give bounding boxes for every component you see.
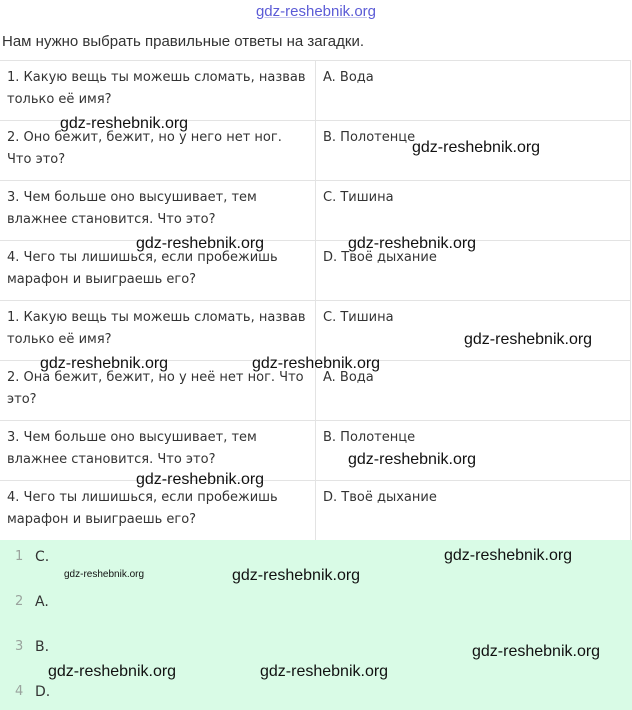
watermark: gdz-reshebnik.org	[252, 355, 381, 372]
watermark: gdz-reshebnik.org	[260, 663, 389, 680]
watermark: gdz-reshebnik.org	[232, 567, 361, 584]
table-row	[0, 421, 630, 481]
table-row	[0, 481, 630, 541]
answer-number: 1	[15, 549, 24, 564]
option-cell: B. Полотенце	[323, 430, 416, 445]
table-row	[0, 61, 630, 121]
question-cell: 1. Какую вещь ты можешь сломать, назвав только её имя?	[0, 301, 316, 360]
question-cell: 4. Чего ты лишишься, если пробежишь марафон и выиграешь его?	[0, 481, 316, 540]
watermark: gdz-reshebnik.org	[40, 355, 169, 372]
option-cell: C. Тишина	[323, 190, 394, 205]
watermark: gdz-reshebnik.org	[464, 331, 593, 348]
answer-block	[0, 540, 632, 710]
answer-value: D.	[35, 684, 51, 700]
watermark: gdz-reshebnik.org	[64, 569, 145, 580]
watermark: gdz-reshebnik.org	[136, 471, 265, 488]
watermark: gdz-reshebnik.org	[472, 643, 601, 660]
question-cell: 1. Какую вещь ты можешь сломать, назвав только её имя?	[0, 61, 316, 120]
watermark: gdz-reshebnik.org	[48, 663, 177, 680]
answer-value: B.	[35, 639, 50, 655]
watermark: gdz-reshebnik.org	[136, 235, 265, 252]
question-cell: 2. Она бежит, бежит, но у неё нет ног. Что это?	[0, 361, 316, 420]
answer-value: A.	[35, 594, 49, 610]
option-cell: A. Вода	[323, 70, 374, 85]
answer-number: 3	[15, 639, 24, 654]
option-cell: A. Вода	[323, 370, 374, 385]
answer-number: 4	[15, 684, 24, 699]
question-cell: 3. Чем больше оно высушивает, тем влажнее становится. Что это?	[0, 181, 316, 240]
option-cell: D. Твоё дыхание	[323, 490, 437, 505]
answer-number: 2	[15, 594, 24, 609]
option-cell: B. Полотенце	[323, 130, 416, 145]
watermark: gdz-reshebnik.org	[60, 115, 189, 132]
watermark: gdz-reshebnik.org	[348, 235, 477, 252]
table-row	[0, 241, 630, 301]
question-cell: 2. Оно бежит, бежит, но у него нет ног. Что это?	[0, 121, 316, 180]
intro-text: Нам нужно выбрать правильные ответы на загадки.	[2, 33, 364, 50]
question-cell: 3. Чем больше оно высушивает, тем влажнее становится. Что это?	[0, 421, 316, 480]
watermark: gdz-reshebnik.org	[412, 139, 541, 156]
option-cell: D. Твоё дыхание	[323, 250, 437, 265]
watermark: gdz-reshebnik.org	[444, 547, 573, 564]
question-cell: 4. Чего ты лишишься, если пробежишь марафон и выиграешь его?	[0, 241, 316, 300]
option-cell: C. Тишина	[323, 310, 394, 325]
answer-value: C.	[35, 549, 50, 565]
site-header-link[interactable]: gdz-reshebnik.org	[255, 3, 377, 20]
watermark: gdz-reshebnik.org	[348, 451, 477, 468]
table-row	[0, 181, 630, 241]
